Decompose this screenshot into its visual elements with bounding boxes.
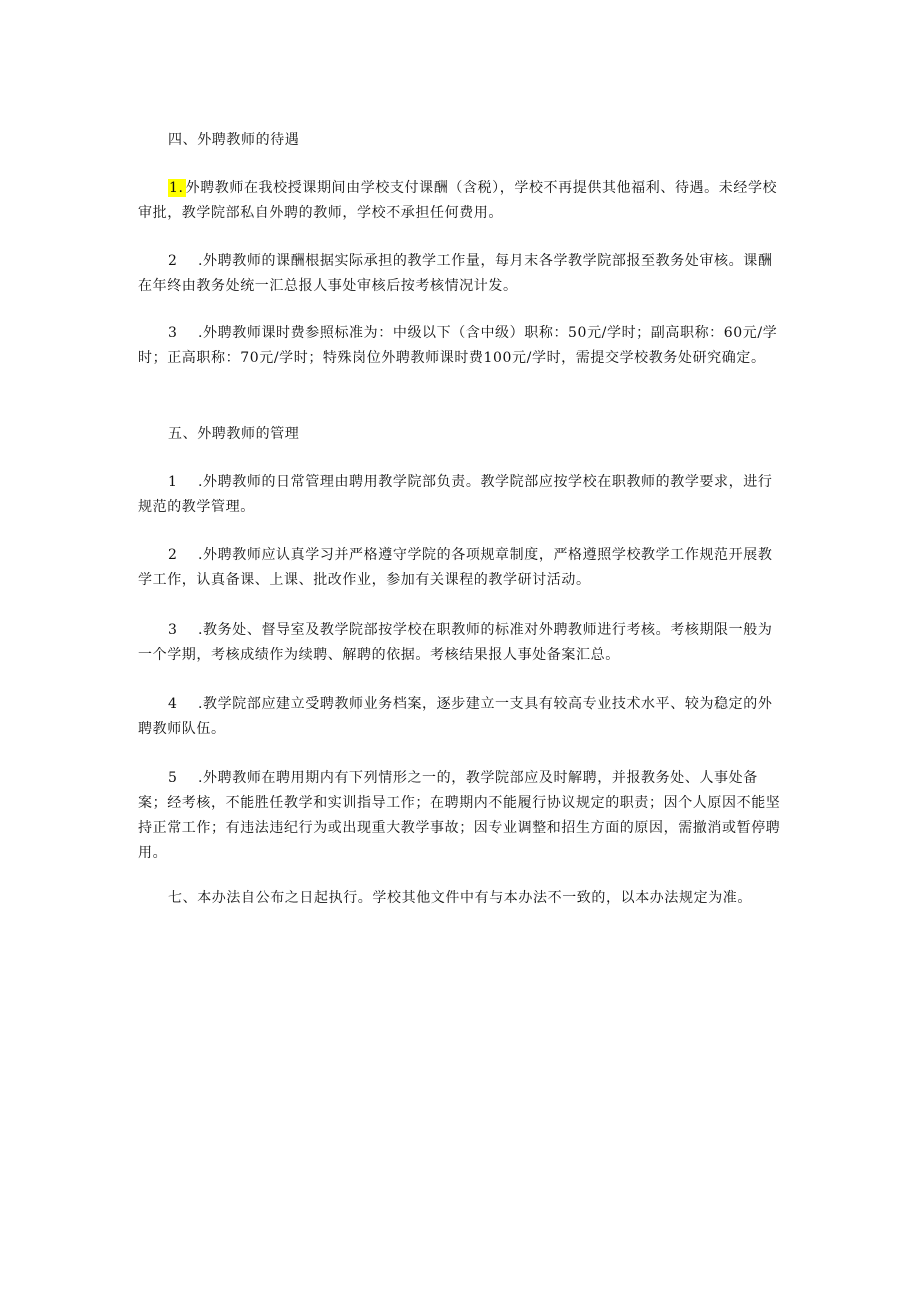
s4-item-2-text: .外聘教师的课酬根据实际承担的教学工作量，每月末各学教学院部报至教务处审核。课酬在年终由教务处统一汇总报人事处审核后按考核情况计发。 (138, 253, 773, 294)
s5-item-4-text: .教学院部应建立受聘教师业务档案，逐步建立一支具有较高专业技术水平、较为稳定的外聘教师队伍。 (138, 696, 773, 737)
s5-item-4-number: 4 (168, 696, 178, 712)
s5-item-2 (138, 543, 786, 593)
s5-item-2-number: 2 (168, 547, 178, 563)
s4-item-3 (138, 321, 786, 371)
s5-item-4 (138, 692, 786, 742)
s4-item-1-text: 外聘教师在我校授课期间由学校支付课酬（含税），学校不再提供其他福利、待遇。未经学校审批，教学院部私自外聘的教师，学校不承担任何费用。 (138, 180, 778, 221)
s4-item-3-text: .外聘教师课时费参照标准为：中级以下（含中级）职称：50元/学时；副高职称：60元/学时；正高职称：70元/学时；特殊岗位外聘教师课时费100元/学时，需提交学校教务处研究确定。 (138, 325, 778, 366)
s4-item-2-number: 2 (168, 253, 178, 269)
s5-item-2-text: .外聘教师应认真学习并严格遵守学院的各项规章制度，严格遵照学校教学工作规范开展教学工作，认真备课、上课、批改作业，参加有关课程的教学研讨活动。 (138, 547, 773, 588)
s4-item-1-number: 1. (169, 180, 184, 196)
s5-item-1-number: 1 (168, 474, 178, 490)
s4-item-3-number: 3 (168, 325, 178, 341)
section-5-title: 五、外聘教师的管理 (168, 426, 300, 442)
s5-item-5-number: 5 (168, 770, 178, 786)
section-4-title: 四、外聘教师的待遇 (168, 132, 300, 148)
s5-item-1 (138, 470, 786, 520)
s5-item-1-text: .外聘教师的日常管理由聘用教学院部负责。教学院部应按学校在职教师的教学要求，进行规范的教学管理。 (138, 474, 773, 515)
s5-item-5 (138, 766, 786, 866)
s5-item-5-text: .外聘教师在聘用期内有下列情形之一的，教学院部应及时解聘，并报教务处、人事处备案；经考核，不能胜任教学和实训指导工作；在聘期内不能履行协议规定的职责；因个人原因不能坚持正常工作；有违法违纪行为或出现重大教学事故；因专业调整和招生方面的原因，需撤消或暂停聘用。 (138, 770, 781, 861)
s5-item-3-text: .教务处、督导室及教学院部按学校在职教师的标准对外聘教师进行考核。考核期限一般为一个学期，考核成绩作为续聘、解聘的依据。考核结果报人事处备案汇总。 (138, 622, 773, 663)
s5-item-3 (138, 618, 786, 668)
s4-item-2 (138, 249, 786, 299)
s4-item-1 (138, 176, 786, 226)
closing-statement: 七、本办法自公布之日起执行。学校其他文件中有与本办法不一致的，以本办法规定为准。 (168, 890, 752, 906)
s5-item-3-number: 3 (168, 622, 178, 638)
